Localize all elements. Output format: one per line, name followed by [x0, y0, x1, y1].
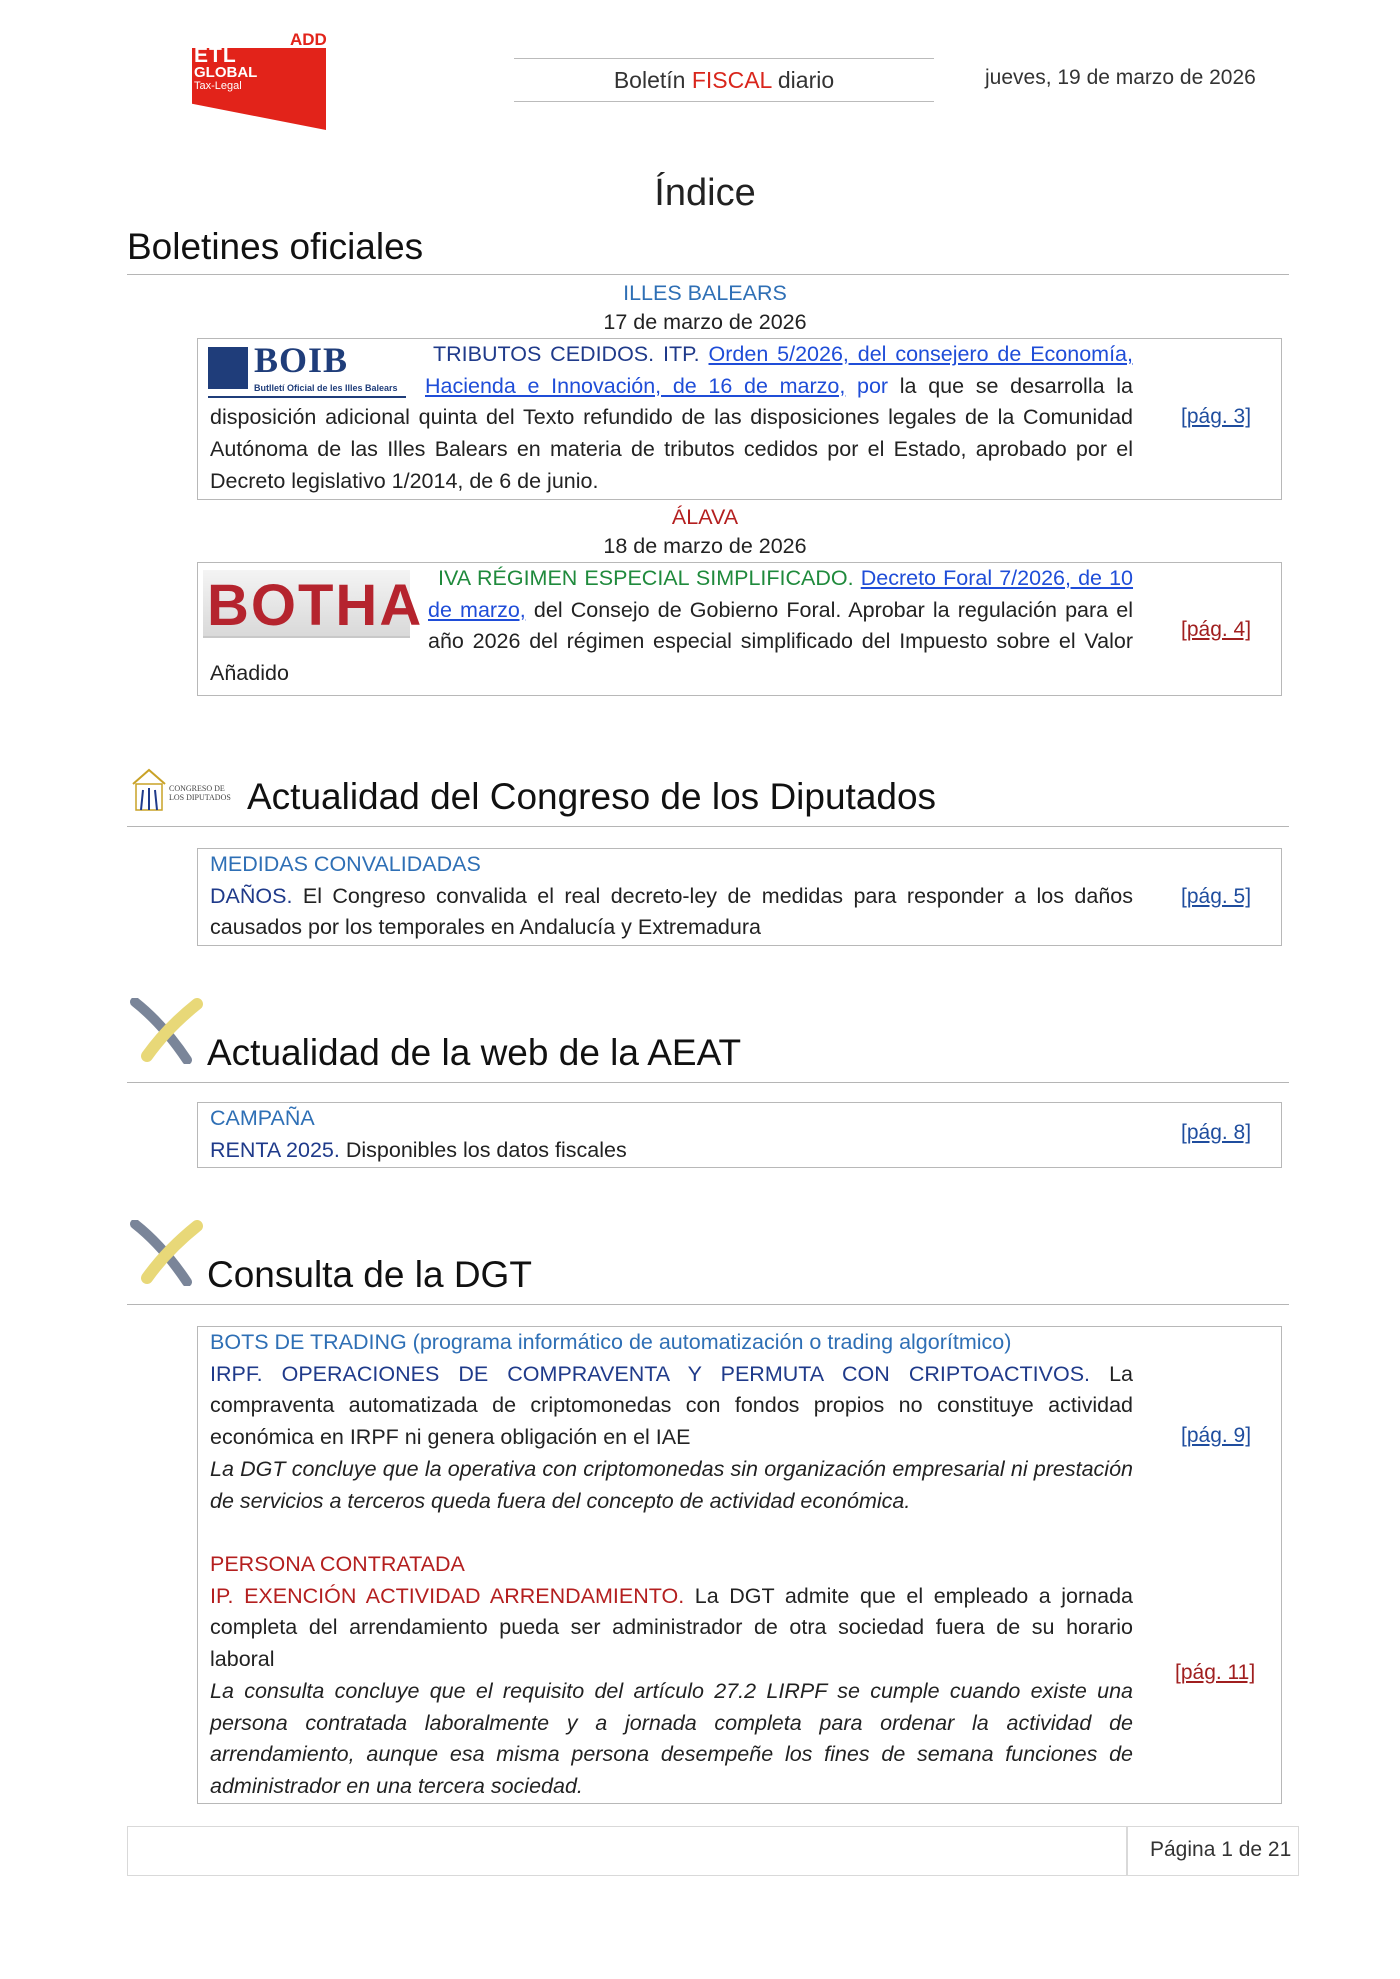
footer-separator: [1126, 1826, 1128, 1876]
region-illes-balears: ILLES BALEARS: [623, 281, 787, 305]
category-campana: CAMPAÑA: [210, 1106, 315, 1130]
page-link-5[interactable]: [pág. 5]: [1181, 885, 1252, 908]
aeat-logo-icon: [127, 1220, 205, 1286]
date-alava: 18 de marzo de 2026: [603, 534, 807, 558]
dgt-logo: [127, 1220, 205, 1286]
logo-global-text: GLOBAL: [194, 64, 258, 81]
tag-iva-regimen: IVA RÉGIMEN ESPECIAL SIMPLIFICADO.: [438, 566, 854, 590]
congreso-logo-line-1: CONGRESO DE: [169, 784, 225, 793]
entry-italic-dgt-1: La DGT concluye que la operativa con criptomonedas sin organización empresarial ni prestación de servicios a terceros queda fuera del concepto de actividad económica.: [210, 1456, 1133, 1513]
entry-body-aeat: Disponibles los datos fiscales: [345, 1137, 627, 1162]
category-persona-contratada: PERSONA CONTRATADA: [210, 1552, 465, 1576]
aeat-logo-icon: [127, 998, 205, 1064]
section-divider: [127, 1304, 1289, 1305]
boib-logo-subtitle: Butlletí Oficial de les Illes Balears: [254, 383, 398, 393]
logo-etl-text: ETL: [194, 44, 237, 67]
entry-body-congreso: El Congreso convalida el real decreto-ley de medidas para responder a los daños causados por los temporales en Andalucía y Extremadura: [210, 883, 1133, 940]
page-link-8[interactable]: [pág. 8]: [1181, 1121, 1252, 1144]
logo-float-spacer: [210, 339, 425, 399]
region-alava: ÁLAVA: [671, 505, 739, 529]
entry-body-botha: del Consejo de Gobierno Foral. Aprobar la regulación para el año 2026 del régimen especial simplificado del Impuesto sobre el Valor Añadido: [210, 597, 1133, 686]
section-divider: [127, 826, 1289, 827]
entry-body-dgt-2: La DGT admite que el empleado a jornada completa del arrendamiento pueda ser administrador de otra sociedad fuera de su horario laboral: [210, 1583, 1133, 1672]
tag-renta-2025: RENTA 2025.: [210, 1137, 340, 1162]
link-decreto-foral-7-2026[interactable]: Decreto Foral 7/2026, de 10 de marzo,: [428, 566, 1134, 622]
category-medidas-convalidadas: MEDIDAS CONVALIDADAS: [210, 852, 481, 876]
entry-box-botha: [197, 562, 1282, 696]
section-title-aeat: Actualidad de la web de la AEAT: [207, 1032, 742, 1073]
congreso-logo: [127, 760, 247, 818]
header-date: jueves, 19 de marzo de 2026: [985, 66, 1256, 89]
entry-text-congreso: [210, 849, 1133, 944]
tag-ip-exencion: IP. EXENCIÓN ACTIVIDAD ARRENDAMIENTO.: [210, 1583, 685, 1608]
entry-text-dgt-1: [210, 1327, 1133, 1517]
section-title-congreso: Actualidad del Congreso de los Diputados: [247, 776, 937, 817]
bulletin-title: [514, 58, 934, 102]
por-word: por: [857, 373, 889, 398]
page-number: Página 1 de 21: [1150, 1838, 1292, 1861]
page-link-11[interactable]: [pág. 11]: [1175, 1661, 1256, 1684]
bulletin-title-post: diario: [771, 67, 835, 93]
page-link-3[interactable]: [pág. 3]: [1181, 405, 1252, 428]
logo-taxlegal-text: Tax-Legal: [194, 80, 242, 92]
entry-text-dgt-2: [210, 1549, 1133, 1803]
section-divider: [127, 274, 1289, 275]
index-title: Índice: [654, 172, 756, 214]
entry-box-dgt: [197, 1326, 1282, 1804]
etl-global-logo: [186, 30, 332, 125]
tag-irpf-criptoactivos: IRPF. OPERACIONES DE COMPRAVENTA Y PERMUTA CON CRIPTOACTIVOS.: [210, 1361, 1091, 1386]
entry-box-aeat: [197, 1102, 1282, 1168]
congreso-logo-line-2: LOS DIPUTADOS: [169, 793, 231, 802]
entry-text-aeat: [210, 1103, 1133, 1166]
aeat-logo: [127, 998, 205, 1064]
logo-add-text: ADD: [290, 30, 327, 49]
entry-text-botha: [210, 563, 1133, 690]
section-title-dgt: Consulta de la DGT: [207, 1254, 532, 1295]
bulletin-title-fiscal: FISCAL: [691, 67, 772, 93]
entry-text-boib: [210, 339, 1133, 498]
date-baleares: 17 de marzo de 2026: [603, 310, 807, 334]
section-divider: [127, 1082, 1289, 1083]
congreso-logo-text: [169, 784, 231, 802]
tag-tributos-cedidos: TRIBUTOS CEDIDOS. ITP.: [433, 342, 700, 366]
link-orden-5-2026[interactable]: Orden 5/2026, del consejero de Economía, Hacienda e Innovación, de 16 de marzo,: [425, 342, 1133, 398]
section-title-boletines: Boletines oficiales: [127, 226, 424, 267]
entry-body-dgt-1: La compraventa automatizada de criptomonedas con fondos propios no constituye actividad económica en IRPF ni genera obligación en el IAE: [210, 1361, 1133, 1450]
page-link-4[interactable]: [pág. 4]: [1181, 618, 1252, 641]
logo-float-spacer: [210, 563, 428, 653]
botha-logo-word: BOTHA: [207, 573, 424, 638]
tag-danos: DAÑOS.: [210, 883, 293, 908]
entry-box-congreso: [197, 848, 1282, 946]
entry-body-boib: la que se desarrolla la disposición adicional quinta del Texto refundido de las disposiciones legales de la Comunidad Autónoma de las Illes Balears en materia de tributos cedidos por el Estado, aprobado por el Decreto legislativo 1/2014, de 6 de junio.: [210, 373, 1133, 493]
category-bots-de-trading: BOTS DE TRADING (programa informático de automatización o trading algorítmico): [210, 1330, 1012, 1354]
entry-box-boib: [197, 338, 1282, 500]
page-link-9[interactable]: [pág. 9]: [1181, 1424, 1252, 1447]
boib-logo-word: BOIB: [254, 340, 349, 380]
entry-italic-dgt-2: La consulta concluye que el requisito del artículo 27.2 LIRPF se cumple cuando existe una persona contratada laboralmente y a jornada completa para ordenar la actividad de arrendamiento, aunque esa misma persona desempeñe los fines de semana funciones de administrador en una tercera sociedad.: [210, 1678, 1133, 1798]
bulletin-title-pre: Boletín: [613, 67, 692, 93]
footer-box: [127, 1826, 1299, 1876]
